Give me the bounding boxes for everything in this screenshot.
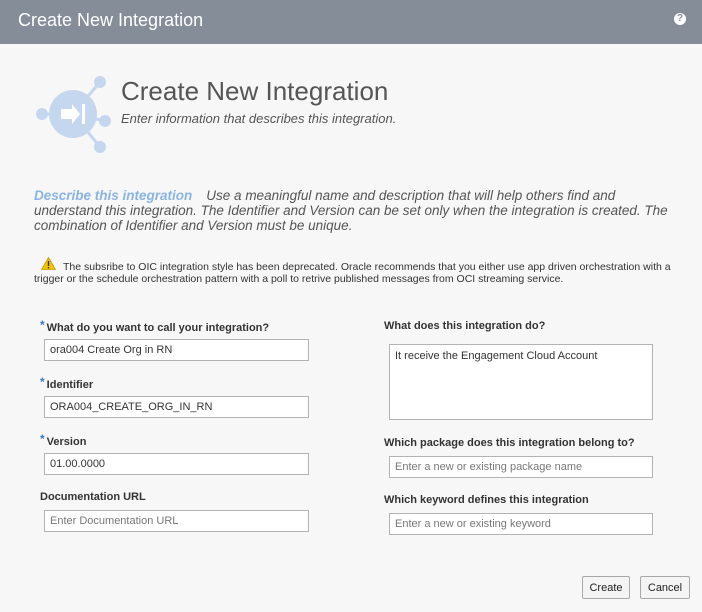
deprecation-warning: The subsribe to OIC integration style has been deprecated. Oracle recommends that you either use app driven orchestration with a trigger or the schedule orchestration pattern with a poll to retrive published messages from OCI streaming service. [34, 261, 671, 285]
required-marker: * [40, 375, 45, 389]
description-label: What does this integration do? [384, 320, 546, 332]
create-button[interactable]: Create [582, 576, 630, 599]
page-subtitle: Enter information that describes this integration. [121, 111, 397, 126]
description-field[interactable] [389, 344, 653, 420]
dialog-title: Create New Integration [18, 10, 204, 30]
describe-link[interactable]: Describe this integration [34, 188, 193, 203]
documentation-url-field[interactable] [44, 510, 309, 532]
keyword-field[interactable] [389, 513, 653, 535]
identifier-field[interactable] [44, 396, 309, 418]
identifier-label: * Identifier [40, 375, 94, 391]
version-field[interactable] [44, 453, 309, 475]
name-label: * What do you want to call your integration? [40, 318, 270, 334]
required-marker: * [40, 318, 45, 332]
version-label: * Version [40, 432, 87, 448]
integration-icon [34, 74, 112, 156]
required-marker: * [40, 432, 45, 446]
page-title: Create New Integration [121, 76, 389, 106]
integration-name-field[interactable] [44, 339, 309, 361]
package-label: Which package does this integration belong to? [384, 437, 635, 449]
documentation-url-label: Documentation URL [40, 491, 146, 503]
describe-text: Use a meaningful name and description that will help others find and understand this integration. The Identifier and Version can be set only when the integration is created. The combination of Identifier and Version must be unique. [34, 188, 668, 233]
describe-section [34, 188, 684, 233]
cancel-button[interactable]: Cancel [640, 576, 690, 599]
dialog-header [0, 0, 702, 44]
help-icon[interactable]: ? [674, 13, 686, 25]
package-field[interactable] [389, 456, 653, 478]
keyword-label: Which keyword defines this integration [384, 494, 589, 506]
